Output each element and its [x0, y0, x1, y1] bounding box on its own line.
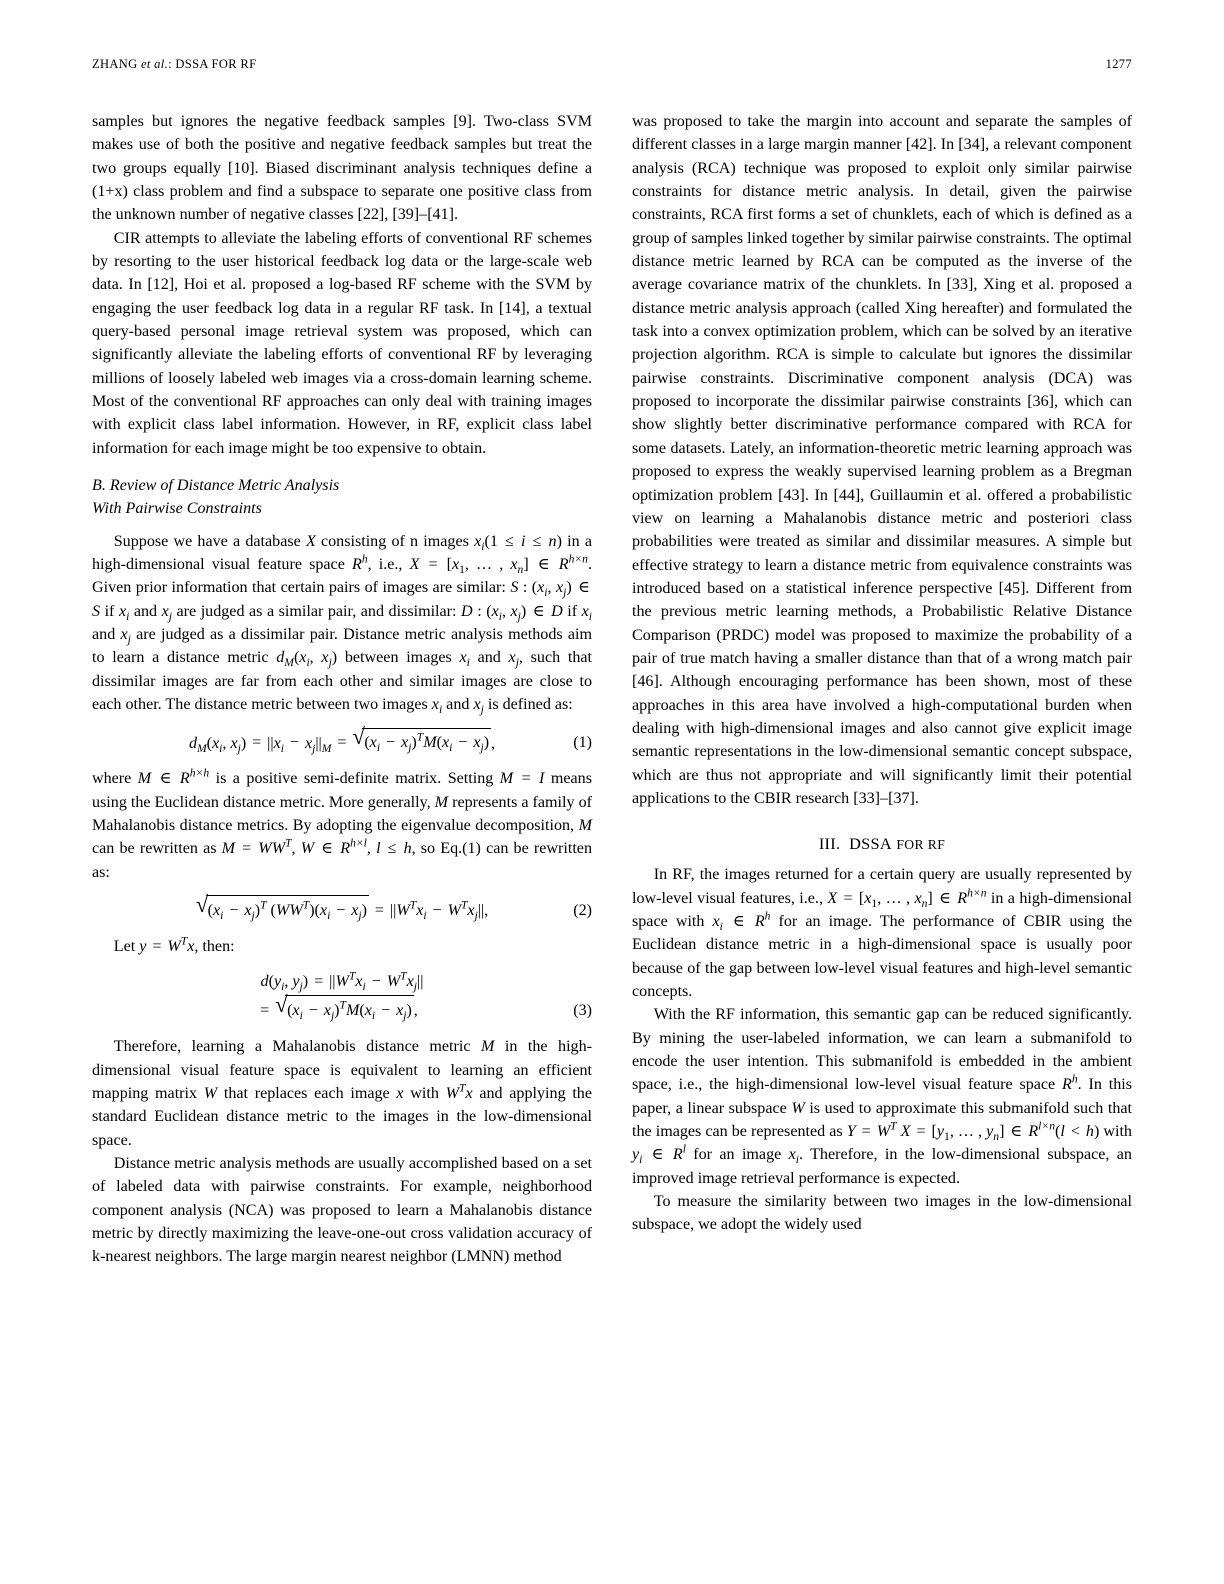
equation-3-line-2: = √ $(x_i - x_j)^TM(x_i - x_j)$ ,: [260, 991, 418, 1023]
paragraph-with-math: Let $y = W^Tx$, then:: [113, 934, 235, 956]
equation-3: [92, 969, 592, 1024]
equation-1-body: $d_M(x_i$, $x_j) = ||x_i - x_j||_M$ = √ $(x_i - x_j)^TM(x_i - x_j)$ ,: [188, 723, 496, 755]
section-number: III.: [818, 834, 841, 854]
paragraph-with-math: Suppose we have a database X consisting of n images $x_i(1 \le i \le n)$ in a high-dimensional visual feature space $R^h$, i.e., $X = [x_1$, … , $x_n$] ∈ $R^{h\times n}$. Given prior information that certain pairs of images are similar: S : ($x_i$, $x_j$) ∈ S if $x_i$ and $x_j$ are judged as a similar pair, and dissimilar: D : ($x_i$, $x_j$) ∈ D if $x_i$ and $x_j$ are judged as a dissimilar pair. Distance metric analysis methods aim to learn a distance metric $d_M(x_i$, $x_j$) between images $x_i$ and $x_j$, such that dissimilar images are far from each other and similar images are close to each other. The distance metric between two images $x_i$ and $x_j$ is defined as:: [92, 532, 593, 717]
paragraph: was proposed to take the margin into account and separate the samples of different classes in a large margin manner [42]. In [34], a relevant component analysis (RCA) technique was proposed to exploit only similar pairwise constraints for distance metric analysis. In detail, given the pairwise constraints, RCA first forms a set of chunklets, each of which is defined as a group of samples linked together by similar pairwise constraints. The optimal distance metric learned by RCA can be computed as the inverse of the average covariance matrix of the chunklets. In [33], Xing et al. proposed a distance metric analysis approach (called Xing hereafter) and formulated the task into a convex optimization problem, which can be solved by an iterative projection algorithm. RCA is simple to calculate but ignores the dissimilar pairwise constraints. Discriminative component analysis (DCA) was proposed to incorporate the dissimilar pairwise constraints [36], which can show slightly better discriminative performance compared with RCA for some datasets. Lately, an information-theoretic metric learning approach was proposed to express the weakly supervised learning problem as a Bregman optimization problem [43]. In [44], Guillaumin et al. offered a probabilistic view on learning a Mahalanobis distance metric and posteriori class probabilities were treated as similar and dissimilar measures. A simple but effective strategy to learn a distance metric from equivalence constraints was introduced based on a statistical inference perspective [45]. Different from the previous metric learning methods, a Probabilistic Relative Distance Comparison (PRDC) model was proposed to maximize the probability of a pair of true match having a smaller distance than that of a wrong match pair [46]. Although encouraging performance has been shown, most of these approaches in this area have involved a high-computational burden when dealing with high-dimensional images and also cannot give explicit image semantic representations in the low-dimensional semantic concept subspace, which are thus not appropriate and will significantly limit their potential applications to the CBIR research [33]–[37].: [632, 113, 1132, 807]
left-column: [92, 110, 592, 1530]
running-head-etal: et al.: [140, 57, 169, 71]
equation-3-line-1: $d(y_i$, $y_j) = ||W^Tx_i - W^Tx_j||$: [260, 970, 424, 994]
equation-1-number: (1): [573, 734, 592, 752]
equation-2-number: (2): [573, 902, 592, 920]
paragraph-with-math: In RF, the images returned for a certain query are usually represented by low-level visual features, i.e., $X = [x_1$, … , $x_n$] ∈ $R^{h\times n}$ in a high-dimensional space with $x_i$ ∈ $R^h$ for an image. The performance of CBIR using the Euclidean distance metric in a high-dimensional space is usually poor because of the gap between low-level visual features and high-level semantic concepts.: [632, 866, 1132, 1001]
right-column: [632, 110, 1132, 1530]
paragraph: samples but ignores the negative feedback samples [9]. Two-class SVM makes use of both the positive and negative feedback samples but treat the two groups equally [10]. Biased discriminant analysis techniques define a (1+x) class problem and find a subspace to separate one positive class from the unknown number of negative classes [22], [39]–[41].: [92, 113, 592, 224]
equation-2-body: √ $(x_i - x_j)^T$ $(WW^T)(x_i - x_j) = ||W^Tx_i - W^Tx_j||$,: [195, 891, 489, 923]
paragraph: CIR attempts to alleviate the labeling efforts of conventional RF schemes by resorting to the user historical feedback log data or the large-scale web data. In [12], Hoi et al. proposed a log-based RF scheme with the SVM by engaging the user feedback log data in a regular RF task. In [14], a textual query-based personal image retrieval system was proposed, which can significantly alleviate the labeling efforts of conventional RF by leveraging millions of loosely labeled web images via a cross-domain learning scheme. Most of the conventional RF approaches can only deal with training images with explicit class label information. However, in RF, explicit class label information for each image might be too expensive to obtain.: [92, 229, 592, 457]
section-title-smallcaps: FOR RF: [896, 837, 946, 853]
running-head-author: ZHANG: [92, 57, 141, 71]
equation-1: [92, 723, 592, 757]
subsection-heading: [92, 474, 592, 521]
two-column-body: [92, 110, 1132, 1530]
paragraph-with-math: where M ∈ $R^{h\times h}$ is a positive semi-definite matrix. Setting M = I means using the Euclidean distance metric. More generally, M represents a family of Mahalanobis distance metrics. By adopting the eigenvalue decomposition, M can be rewritten as $M = WW^T$, W ∈ $R^{h\times l}$, l ≤ h, so Eq.(1) can be rewritten as:: [92, 767, 592, 881]
running-head: [92, 57, 1132, 75]
running-head-left: [92, 57, 256, 72]
paragraph-with-math: Therefore, learning a Mahalanobis distance metric M in the high-dimensional visual feature space is equivalent to learning an efficient mapping matrix W that replaces each image x with $W^Tx$ and applying the standard Euclidean distance metric to the images in the low-dimensional space.: [92, 1038, 592, 1149]
equation-2: [92, 891, 592, 924]
page-number: 1277: [1105, 57, 1132, 71]
paragraph: Distance metric analysis methods are usually accomplished based on a set of labeled data with pairwise constraints. For example, neighborhood component analysis (NCA) was proposed to learn a Mahalanobis distance metric by directly maximizing the leave-one-out cross validation accuracy of k-nearest neighbors. The large margin nearest neighbor (LMNN) method: [92, 1155, 592, 1266]
equation-3-number: (3): [573, 1002, 592, 1020]
subsection-heading-line-2: With Pairwise Constraints: [92, 500, 262, 518]
subsection-heading-line-1: B. Review of Distance Metric Analysis: [92, 477, 340, 495]
paragraph: To measure the similarity between two images in the low-dimensional subspace, we adopt the widely used: [632, 1193, 1132, 1234]
section-title-main: DSSA: [849, 834, 892, 854]
paragraph-with-math: With the RF information, this semantic gap can be reduced significantly. By mining the user-labeled information, we can learn a submanifold to encode the user intention. This submanifold is embedded in the ambient space, i.e., the high-dimensional low-level visual feature space $R^h$. In this paper, a linear subspace W is used to approximate this submanifold such that the images can be represented as $Y = W^T$ $X = [y_1$, … , $y_n$] ∈ $R^{l\times n}(l < h)$ with $y_i$ ∈ $R^l$ for an image $x_i$. Therefore, in the low-dimensional subspace, an improved image retrieval performance is expected.: [632, 1006, 1132, 1187]
equation-3-body: [258, 969, 426, 1024]
section-heading: [632, 832, 1132, 856]
running-head-title: : DSSA FOR RF: [168, 57, 257, 71]
